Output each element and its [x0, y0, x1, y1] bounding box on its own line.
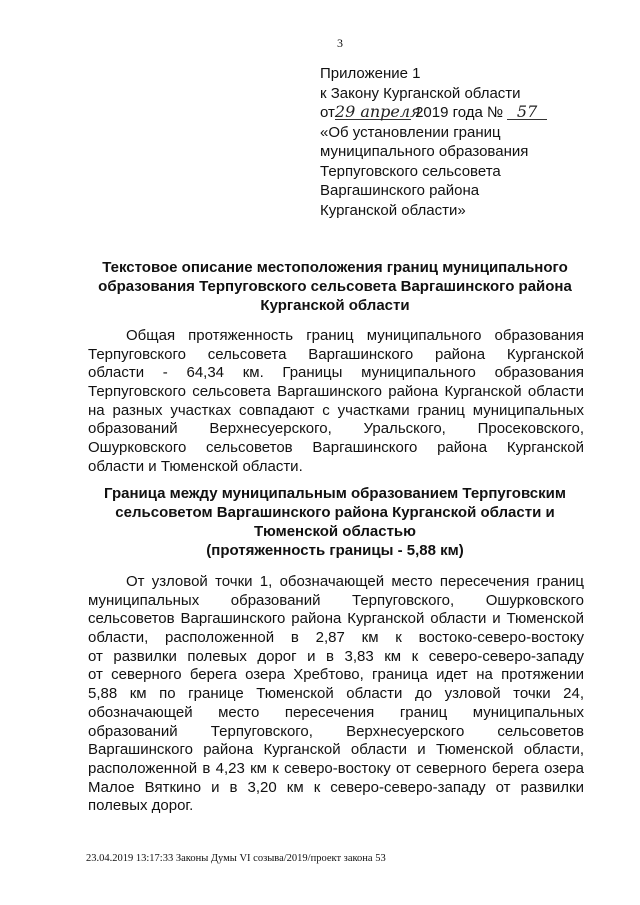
paragraph-line: области - 64,34 км. Границы муниципального образования: [88, 364, 584, 382]
paragraph-line: Терпуговского сельсовета Варгашинского района Курганской области: [88, 383, 584, 401]
handwritten-number: 57: [507, 105, 547, 120]
appendix-law-title-1: «Об установлении границ: [320, 123, 501, 141]
appendix-block: [320, 64, 600, 220]
heading-line: Курганской области: [260, 297, 410, 314]
heading-line: Тюменской областью: [254, 523, 416, 540]
paragraph-line: Ошурковского сельсоветов Варгашинского района Курганской: [88, 439, 584, 457]
paragraph-line: полевых дорог.: [88, 797, 194, 815]
heading-line: Граница между муниципальным образованием Терпуговским: [104, 485, 566, 502]
appendix-law-title-4: Варгашинского района: [320, 182, 480, 199]
paragraph-line: обозначающей место пересечения границ муниципальных: [88, 703, 584, 721]
appendix-law-title-2: муниципального образования: [320, 143, 529, 160]
paragraph-line: Варгашинского района Курганской области и Тюменской области,: [88, 741, 584, 759]
paragraph-line: 5,88 км по границе Тюменской области до узловой точки 24,: [88, 685, 584, 703]
handwritten-date: 29 апреля: [334, 102, 421, 121]
heading-line: (протяженность границы - 5,88 км): [206, 542, 464, 559]
footer-file-stamp: 23.04.2019 13:17:33 Законы Думы VI созыва/2019/проект закона 53: [86, 853, 386, 864]
paragraph-line: от северного берега озера Хребтово, граница идет на протяжении: [88, 666, 584, 684]
date-prefix: от: [320, 104, 335, 121]
paragraph-line: сельсоветов Варгашинского района Курганской области и Тюменской: [88, 610, 584, 628]
paragraph-line: области, расположенной в 2,87 км к востоко-северо-востоку: [88, 629, 584, 647]
paragraph-line: Терпуговского сельсовета Варгашинского района Курганской: [88, 345, 584, 363]
section-heading-1: [80, 258, 590, 315]
paragraph-line: От узловой точки 1, обозначающей место пересечения границ: [126, 573, 584, 590]
paragraph-line: Малое Вяткино и в 3,20 км к северо-северо-западу от развилки: [88, 778, 584, 796]
paragraph-line: образований Терпуговского, Верхнесуерского сельсоветов: [88, 722, 584, 740]
heading-line: образования Терпуговского сельсовета Варгашинского района: [98, 278, 572, 295]
appendix-date-line: [320, 103, 600, 123]
date-suffix: 2019 года №: [415, 104, 504, 121]
heading-line: сельсоветом Варгашинского района Курганской области и: [115, 504, 555, 521]
paragraph-boundary-description: [88, 573, 584, 816]
paragraph-line: от развилки полевых дорог и в 3,83 км к северо-северо-западу: [88, 647, 584, 665]
appendix-law-ref: к Закону Курганской области: [320, 84, 521, 102]
appendix-title: Приложение 1: [320, 65, 421, 82]
paragraph-line: расположенной в 4,23 км к северо-востоку от северного берега озера: [88, 759, 584, 777]
paragraph-line: области и Тюменской области.: [88, 457, 303, 475]
paragraph-total-length: [88, 327, 584, 477]
paragraph-line: на разных участках совпадают с участками границ муниципальных: [88, 401, 584, 419]
paragraph-line: муниципальных образований Терпуговского, Ошурковского: [88, 591, 584, 609]
appendix-law-title-3: Терпуговского сельсовета: [320, 162, 501, 180]
appendix-law-title-5: Курганской области»: [320, 201, 466, 219]
heading-line: Текстовое описание местоположения границ муниципального: [102, 259, 568, 276]
paragraph-line: образований Верхнесуерского, Уральского, Просековского,: [88, 420, 584, 438]
section-heading-2: [80, 484, 590, 560]
paragraph-line: Общая протяженность границ муниципального образования: [126, 327, 584, 344]
page-number: 3: [337, 36, 343, 50]
